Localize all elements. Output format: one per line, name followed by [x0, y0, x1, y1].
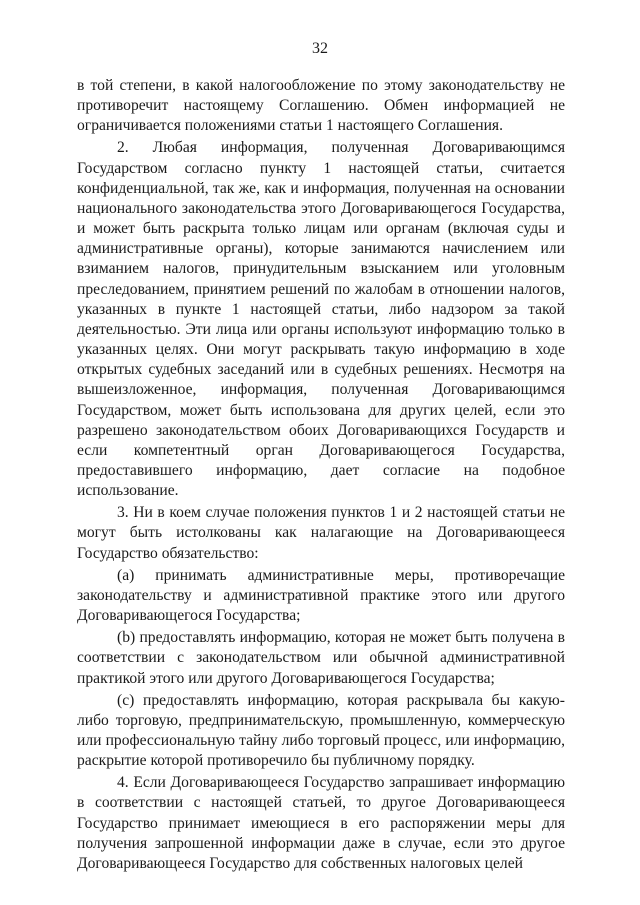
paragraph-subclause-c: (c) предоставлять информацию, которая раскрывала бы какую-либо торговую, предпринимательскую, промышленную, коммерческую или профессиональную тайну либо торговый процесс, или информацию, раскрытие которой противоречило бы публичному порядку.: [77, 691, 565, 770]
paragraph-clause-2: 2. Любая информация, полученная Договаривающимся Государством согласно пункту 1 настоящей статьи, считается конфиденциальной, так же, как и информация, полученная на основании национального законодательства этого Договаривающегося Государства, и может быть раскрыта только лицам или органам (включая суды и административные органы), которые занимаются начислением или взиманием налогов, принудительным взысканием или уголовным преследованием, принятием решений по жалобам в отношении налогов, указанных в пункте 1 настоящей статьи, либо надзором за такой деятельностью. Эти лица или органы используют информацию только в указанных целях. Они могут раскрывать такую информацию в ходе открытых судебных заседаний или в судебных решениях. Несмотря на вышеизложенное, информация, полученная Договаривающимся Государством, может быть использована для других целей, если это разрешено законодательством обоих Договаривающихся Государств и если компетентный орган Договаривающегося Государства, предоставившего информацию, дает согласие на подобное использование.: [77, 139, 565, 500]
paragraph-clause-4: 4. Если Договаривающееся Государство запрашивает информацию в соответствии с настоящей статьей, то другое Договаривающееся Государство принимает имеющиеся в его распоряжении меры для получения запрошенной информации даже в случае, если это другое Договаривающееся Государство для собственных налоговых целей: [77, 774, 565, 872]
paragraph-subclause-a: (a) принимать административные меры, противоречащие законодательству и административной практике этого или другого Договаривающегося Государства;: [77, 566, 565, 625]
paragraph-clause-3: 3. Ни в коем случае положения пунктов 1 и 2 настоящей статьи не могут быть истолкованы как налагающие на Договаривающееся Государство обязательство:: [77, 504, 565, 562]
paragraph-subclause-b: (b) предоставлять информацию, которая не может быть получена в соответствии с законодательством или обычной административной практикой этого или другого Договаривающегося Государства;: [77, 629, 565, 687]
document-body: [77, 76, 565, 876]
page-number: 32: [312, 40, 328, 57]
paragraph-continuation: в той степени, в какой налогообложение по этому законодательству не противоречит настоящему Соглашению. Обмен информацией не ограничивается положениями статьи 1 настоящего Соглашения.: [77, 77, 565, 135]
